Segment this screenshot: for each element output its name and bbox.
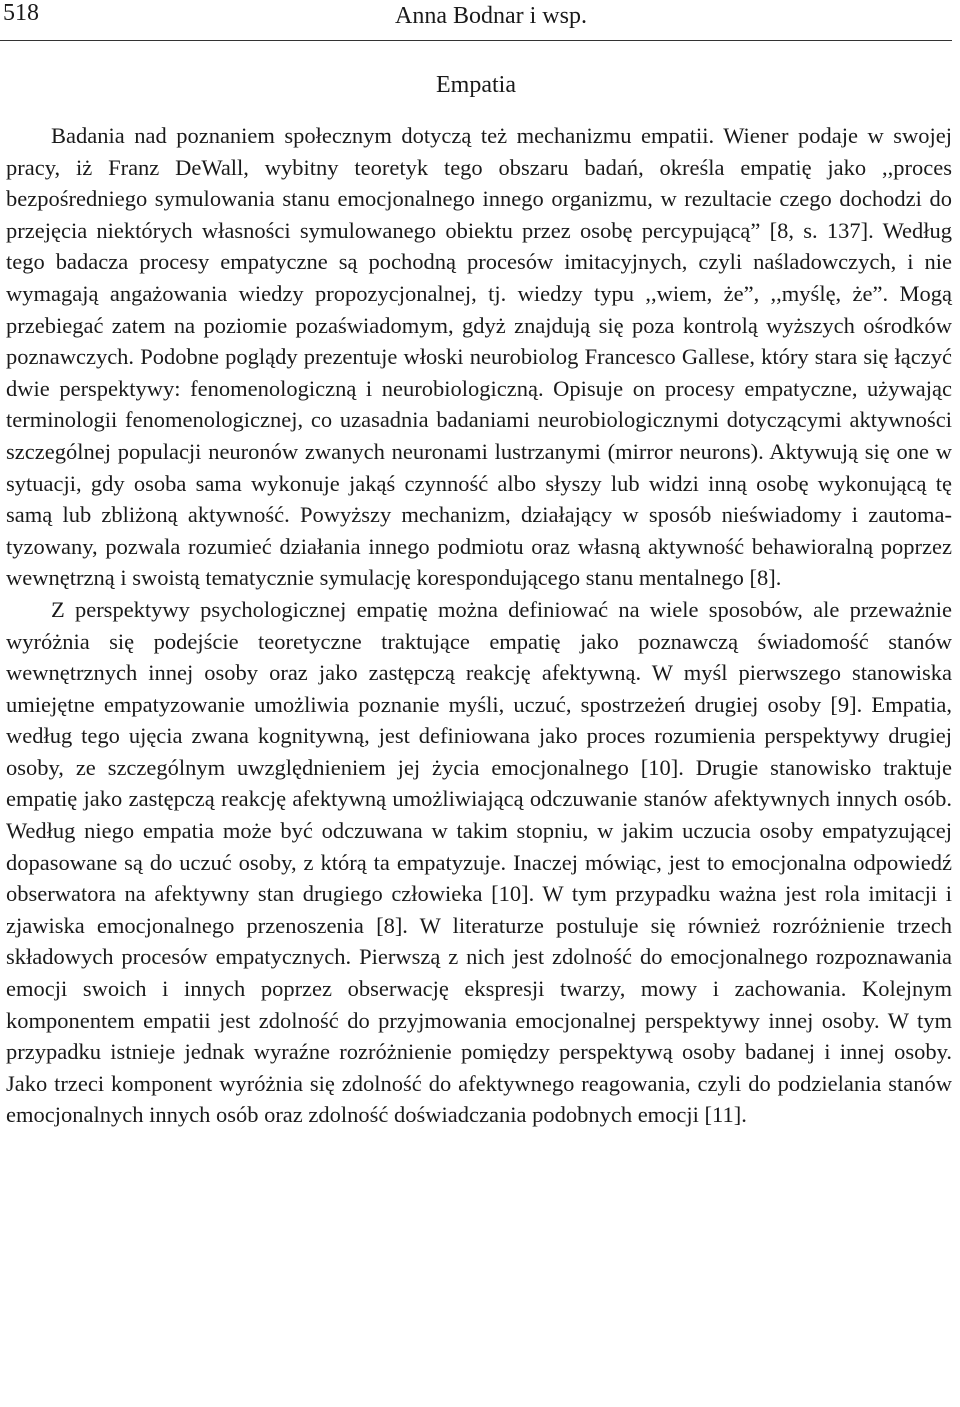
paragraph: Badania nad poznaniem społecznym dotyczą też mechanizmu empatii. Wiener podaje w swojej pracy, iż Franz DeWall, wybitny teoretyk tego obszaru badań, określa empatię jako ,,proces bezpośredniego symulowania stanu emocjonalnego innego organizmu, w rezultacie czego dochodzi do przejęcia niektórych własności symulowanego obiektu przez osobę percypującą” [8, s. 137]. Według tego badacza procesy empatyczne są pochodną procesów imitacyjnych, czyli naśladowczych, i nie wymagają angażowania wiedzy propozycjonalnej, tj. wiedzy typu ,,wiem, że”, ,,myślę, że”. Mogą przebiegać zatem na poziomie pozaświadomym, gdyż znajdują się poza kontrolą wyższych ośrodków poznawczych. Podobne poglądy prezentuje włoski neurobiolog Francesco Gallese, który stara się łączyć dwie perspektywy: fenomenologiczną i neurobiologiczną. Opisuje on procesy empatyczne, używając terminologii fenomenologicznej, co uzasadnia badaniami neurobiologicznymi dotyczącymi aktywności szczególnej populacji neuronów zwanych neuronami lustrzanymi (mirror neurons). Aktywują się one w sytuacji, gdy osoba sama wykonuje jakąś czynność albo słyszy lub widzi inną osobę wykonującą tę samą lub zbliżoną aktywność. Powyższy mechanizm, działający w sposób nieświadomy i zautomatyzowany, pozwala rozumieć działania innego podmiotu oraz własną aktywność behawioralną poprzez wewnętrzną i swoistą tematycznie symulację korespondującego stanu mentalnego [8]. <box>6 123 952 591</box>
running-head: Anna Bodnar i wsp. <box>395 3 587 29</box>
page-header <box>0 0 952 41</box>
page-number: 518 <box>3 0 39 26</box>
body-text <box>6 120 952 1131</box>
section-heading: Empatia <box>436 72 516 98</box>
paragraph: Z perspektywy psychologicznej empatię można definiować na wiele sposobów, ale przeważnie wyróżnia się podejście teoretyczne traktujące empatię jako poznawczą świadomość stanów wewnętrznych innej osoby oraz jako zastępczą reakcję afektywną. W myśl pierwszego stanowiska umiejętne empatyzowanie umożliwia poznanie myśli, uczuć, spostrzeżeń drugiej osoby [9]. Empatia, według tego ujęcia zwana kognitywną, jest definiowana jako proces rozumienia perspektywy drugiej osoby, ze szczególnym uwzględnieniem jej życia emocjonalnego [10]. Drugie stanowisko traktuje empatię jako zastępczą reakcję afektywną umożliwiającą odczuwanie stanów afektywnych innych osób. Według niego empatia może być odczuwana w takim stopniu, w jakim uczucia osoby empatyzującej dopasowane są do uczuć osoby, z którą ta empatyzuje. Inaczej mówiąc, jest to emocjonalna odpowiedź obserwatora na afektywny stan drugiego człowieka [10]. W tym przypadku ważna jest rola imitacji i zjawiska emocjonalnego przenoszenia [8]. W literaturze postuluje się również rozróżnienie trzech składowych procesów empatycznych. Pierwszą z nich jest zdolność do emocjonalnego rozpoznawania emocji swoich i innych poprzez obserwację ekspresji twarzy, mowy i zachowania. Kolejnym komponentem empatii jest zdolność do przyjmowania emocjonalnej perspektywy innej osoby. W tym przypadku istnieje jednak wyraźne rozróżnienie pomiędzy perspektywą osoby badanej i innej osoby. Jako trzeci komponent wyróżnia się zdolność do afektywnego reagowania, czyli do podzielania stanów emocjonalnych innych osób oraz zdolność doświadczania podobnych emocji [11]. <box>6 596 952 1128</box>
